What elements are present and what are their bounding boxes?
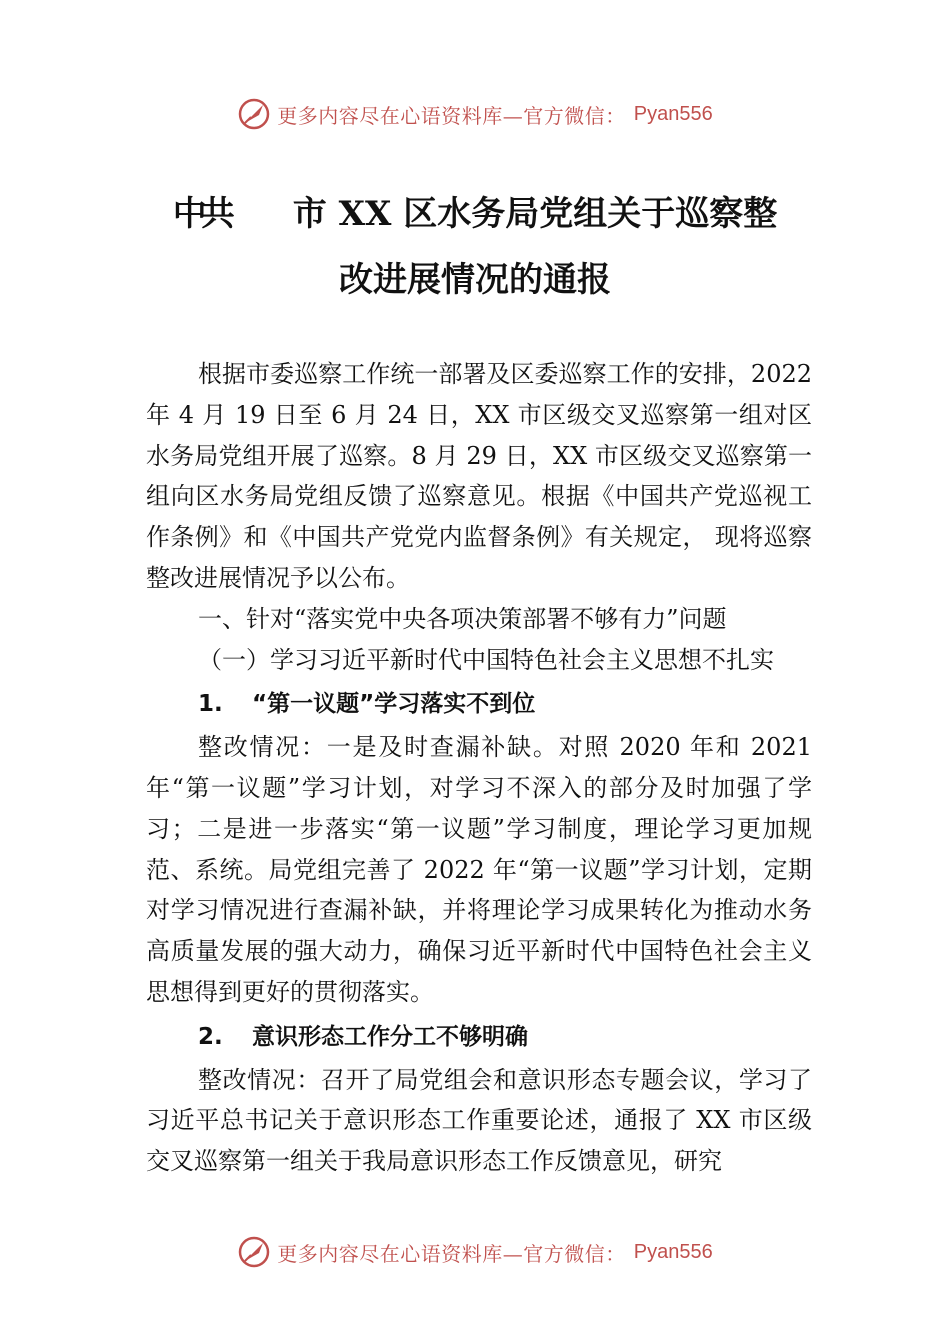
item-number: 1. [198, 691, 223, 718]
title-org: 中共 [172, 194, 229, 234]
section-heading: 一、针对“落实党中央各项决策部署不够有力”问题 [198, 604, 727, 633]
item-number: 2. [198, 1023, 223, 1050]
subsection-heading: （一）学习习近平新时代中国特色社会主义思想不扎实 [198, 645, 774, 674]
document-title-line2: 改进展情况的通报 [339, 260, 611, 300]
watermark-footer [0, 1232, 950, 1272]
intro-paragraph: 根据市委巡察工作统一部署及区委巡察工作的安排，2022 年 4 月 19 日至 6 月 24 日，XX 市区级交叉巡察第一组对区水务局党组开展了巡察。8 月 29 日，XX 市区级交叉巡察第一组向区水务局党组反馈了巡察意见。根据《中国共产党巡视工作条例》和《中国共产党党内监督条例》有关规定， 现将巡察整改进展情况予以公布。 [146, 360, 812, 592]
item-title: 意识形态工作分工不够明确 [252, 1023, 528, 1050]
item-heading-2 [146, 1017, 812, 1058]
title-text-1: 市 XX 区水务局党组关于巡察整 [292, 194, 778, 234]
watermark-header [0, 94, 950, 134]
quill-circle-logo-icon [237, 1235, 271, 1269]
watermark-account: Pyan556 [633, 1240, 713, 1263]
item-heading-1 [146, 684, 812, 725]
watermark-text: 更多内容尽在心语资料库—官方微信： [277, 103, 626, 128]
document-body [146, 354, 812, 1182]
document-title-line1 [0, 186, 950, 235]
item-paragraph-2: 整改情况：召开了局党组会和意识形态专题会议，学习了习近平总书记关于意识形态工作重要论述，通报了 XX 市区级交叉巡察第一组关于我局意识形态工作反馈意见，研究 [146, 1065, 812, 1176]
watermark-text: 更多内容尽在心语资料库—官方微信： [277, 1241, 626, 1266]
quill-circle-logo-icon [237, 97, 271, 131]
item-paragraph-1: 整改情况：一是及时查漏补缺。对照 2020 年和 2021 年“第一议题”学习计划，对学习不深入的部分及时加强了学习；二是进一步落实“第一议题”学习制度，理论学习更加规范、系统。局党组完善了 2022 年“第一议题”学习计划，定期对学习情况进行查漏补缺，并将理论学习成果转化为推动水务高质量发展的强大动力，确保习近平新时代中国特色社会主义思想得到更好的贯彻落实。 [146, 733, 812, 1006]
item-title: “第一议题”学习落实不到位 [252, 691, 536, 718]
watermark-account: Pyan556 [633, 102, 713, 125]
